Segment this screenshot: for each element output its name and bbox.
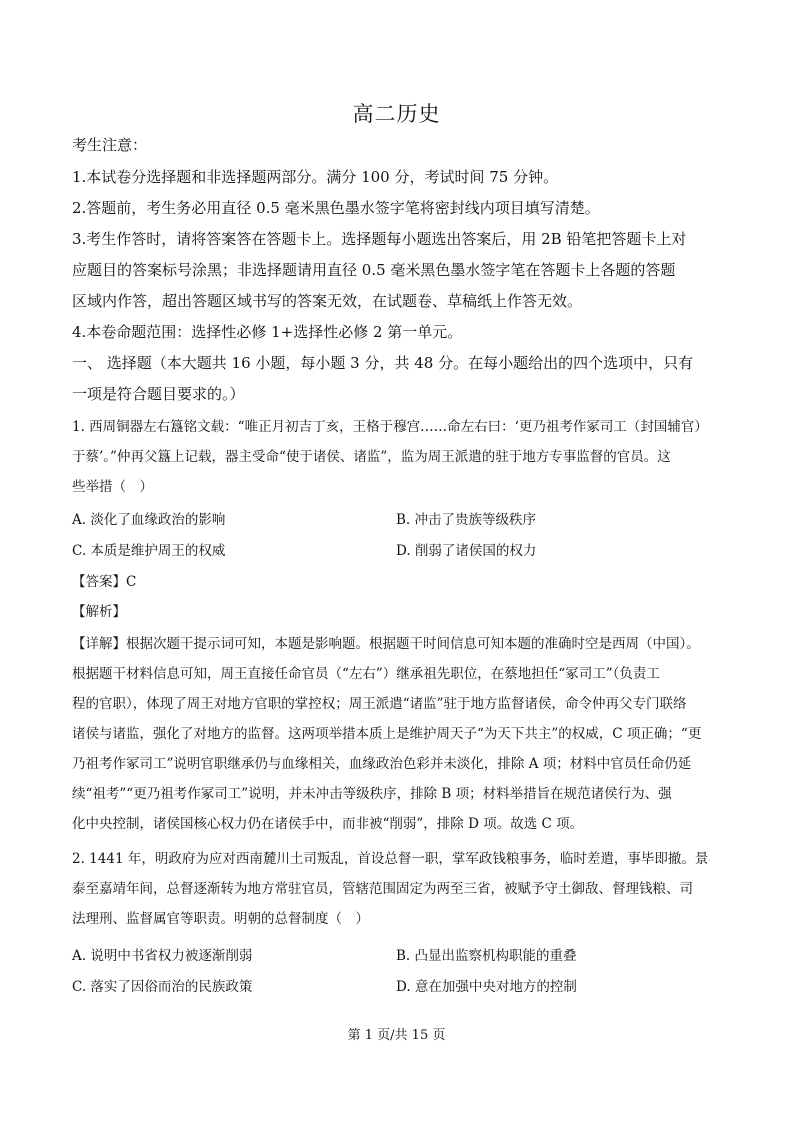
- q1-detail-line-4: 诸侯与诸监，强化了对地方的监督。这两项举措本质上是维护周天子“为天下共主”的权威，C 项正确；“更: [72, 726, 702, 742]
- notice-line-4: 应题目的答案标号涂黑；非选择题请用直径 0.5 毫米黑色墨水签字笔在答题卡上各题的答题: [72, 261, 676, 279]
- q2-stem-line-3: 法理刑、监督属官等职责。明朝的总督制度（ ）: [72, 911, 369, 927]
- q1-answer: 【答案】C: [72, 574, 137, 590]
- q1-analysis-label: 【解析】: [72, 604, 126, 620]
- q1-detail-line-6: 续“祖考”“更乃祖考作冢司工”说明，并未冲击等级秩序，排除 B 项；材料举措旨在规范诸侯行为、强: [72, 786, 672, 802]
- q1-option-d: D. 削弱了诸侯国的权力: [396, 543, 537, 559]
- notice-line-6: 4.本卷命题范围：选择性必修 1+选择性必修 2 第一单元。: [72, 323, 463, 341]
- q1-stem-line-2: 于蔡’。”仲再父簋上记载，器主受命“使于诸侯、诸监”，监为周王派遣的驻于地方专事监督的官员。这: [72, 449, 671, 465]
- q1-option-a: A. 淡化了血缘政治的影响: [72, 512, 226, 528]
- q1-detail-line-5: 乃祖考作冢司工”说明官职继承仍与血缘相关，血缘政治色彩并未淡化，排除 A 项；材料中官员任命仍延: [72, 756, 692, 772]
- q2-stem-line-2: 泰至嘉靖年间，总督逐渐转为地方常驻官员，管辖范围固定为两至三省，被赋予守土御敌、督理钱粮、司: [72, 881, 693, 897]
- page-title: 高二历史: [352, 102, 441, 126]
- q1-detail-line-2: 根据题干材料信息可知，周王直接任命官员（“左右”）继承祖先职位，在蔡地担任“冢司工”（负责工: [72, 666, 660, 682]
- notice-line-5: 区域内作答，超出答题区域书写的答案无效，在试题卷、草稿纸上作答无效。: [72, 292, 583, 310]
- section-heading-line-1: 一、 选择题（本大题共 16 小题，每小题 3 分，共 48 分。在每小题给出的四个选项中，只有: [72, 354, 694, 372]
- q2-option-d: D. 意在加强中央对地方的控制: [396, 979, 577, 995]
- q1-stem-line-3: 些举措（ ）: [72, 479, 153, 495]
- notice-line-3: 3.考生作答时，请将答案答在答题卡上。选择题每小题选出答案后，用 2B 铅笔把答题卡上对: [72, 230, 687, 248]
- q1-detail-line-3: 程的官职），体现了周王对地方官职的掌控权；周王派遣“诸监”驻于地方监督诸侯，命令仲再父专门联络: [72, 696, 687, 712]
- page-footer: 第 1 页/共 15 页: [347, 1028, 446, 1043]
- q1-detail-line-1: 【详解】根据次题干提示词可知，本题是影响题。根据题干时间信息可知本题的准确时空是西周（中国）。: [72, 636, 700, 652]
- notice-heading: 考生注意：: [72, 136, 148, 154]
- q1-stem-line-1: 1. 西周铜器左右簋铭文载：“唯正月初吉丁亥，王格于穆宫……命左右曰：‘更乃祖考作冢司工（封国辅官）: [72, 419, 708, 435]
- q1-option-c: C. 本质是维护周王的权威: [72, 543, 226, 559]
- q2-stem-line-1: 2. 1441 年，明政府为应对西南麓川土司叛乱，首设总督一职，掌军政钱粮事务，临时差遣，事毕即撤。景: [72, 851, 709, 867]
- q1-detail-line-7: 化中央控制，诸侯国核心权力仍在诸侯手中，而非被“削弱”，排除 D 项。故选 C 项。: [72, 816, 584, 832]
- section-heading-line-2: 一项是符合题目要求的。）: [72, 385, 245, 403]
- notice-line-1: 1.本试卷分选择题和非选择题两部分。满分 100 分，考试时间 75 分钟。: [72, 168, 559, 186]
- q2-option-c: C. 落实了因俗而治的民族政策: [72, 979, 253, 995]
- q1-option-b: B. 冲击了贵族等级秩序: [396, 512, 537, 528]
- notice-line-2: 2.答题前，考生务必用直径 0.5 毫米黑色墨水签字笔将密封线内项目填写清楚。: [72, 199, 600, 217]
- q2-option-a: A. 说明中书省权力被逐渐削弱: [72, 948, 253, 964]
- q2-option-b: B. 凸显出监察机构职能的重叠: [396, 948, 577, 964]
